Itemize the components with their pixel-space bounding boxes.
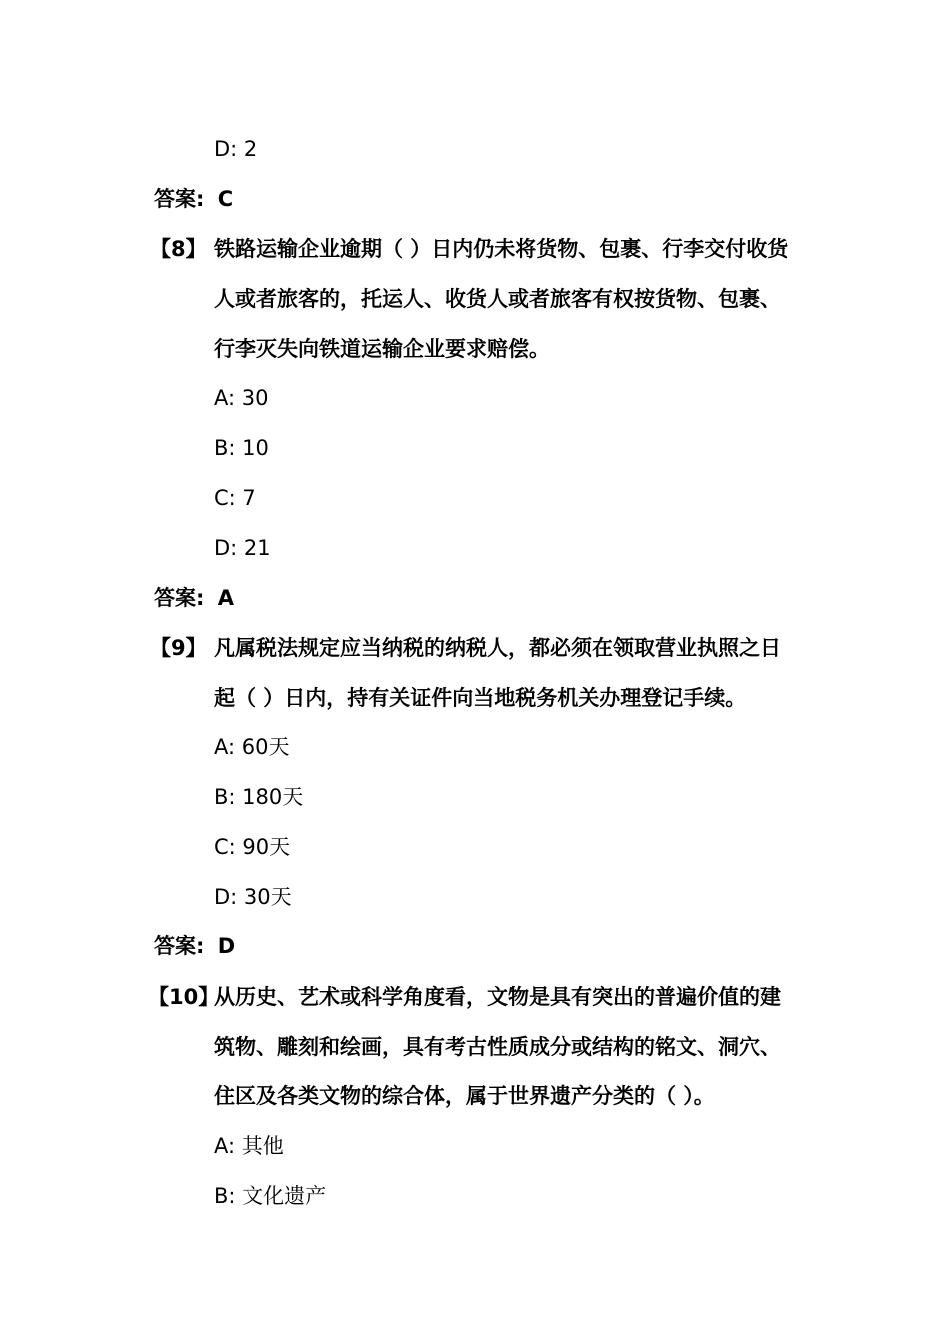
question-text-line: 从历史、艺术或科学角度看，文物是具有突出的普遍价值的建: [214, 985, 781, 1009]
answer-value: C: [217, 187, 234, 211]
option-a: A: 60天: [214, 735, 290, 759]
option-d: D: 21: [214, 536, 271, 560]
option-a: A: 30: [214, 386, 269, 410]
question-text-line: 凡属税法规定应当纳税的纳税人，都必须在领取营业执照之日: [214, 636, 781, 660]
answer-label: 答案:: [154, 586, 205, 610]
answer-row: [154, 584, 234, 612]
question-text-line: 人或者旅客的，托运人、收货人或者旅客有权按货物、包裹、: [214, 287, 781, 311]
question-text-line: 起（ ）日内，持有关证件向当地税务机关办理登记手续。: [214, 686, 747, 710]
question-text-line: 铁路运输企业逾期（ ）日内仍未将货物、包裹、行李交付收货: [214, 237, 789, 261]
question-text-line: 行李灭失向铁道运输企业要求赔偿。: [214, 337, 550, 361]
option-c: C: 7: [214, 486, 256, 510]
option-d: D: 30天: [214, 885, 292, 909]
answer-row: [154, 185, 233, 213]
answer-row: [154, 932, 235, 960]
question-number: 【9】: [150, 636, 207, 660]
answer-value: D: [217, 934, 236, 958]
answer-label: 答案:: [154, 934, 205, 958]
answer-value: A: [217, 586, 234, 610]
option-c: C: 90天: [214, 835, 291, 859]
question-text-line: 住区及各类文物的综合体，属于世界遗产分类的（ ）。: [214, 1084, 715, 1108]
question-number: 【10】: [148, 985, 220, 1009]
question-number: 【8】: [150, 237, 207, 261]
option-d: D: 2: [214, 137, 258, 161]
option-a: A: 其他: [214, 1134, 284, 1158]
option-b: B: 180天: [214, 785, 304, 809]
question-text-line: 筑物、雕刻和绘画，具有考古性质成分或结构的铭文、洞穴、: [214, 1035, 781, 1059]
answer-label: 答案:: [154, 187, 205, 211]
option-b: B: 10: [214, 436, 269, 460]
option-b: B: 文化遗产: [214, 1184, 327, 1208]
